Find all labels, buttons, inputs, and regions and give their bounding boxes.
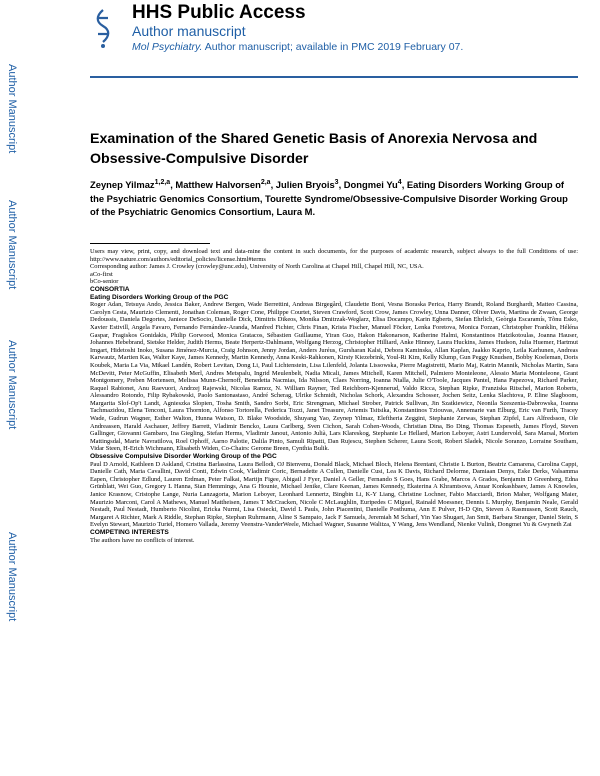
- ocd-working-group-heading: Obsessive Compulsive Disorder Working Group of the PGC: [90, 453, 277, 461]
- sidebar-label: Author Manuscript: [6, 200, 18, 290]
- author-name: Zeynep Yilmaz: [90, 179, 155, 191]
- article-title: Examination of the Shared Genetic Basis of Anorexia Nervosa and Obsessive-Compulsive Disorder: [90, 131, 538, 167]
- author-affiliation: 4: [397, 179, 402, 186]
- footnote-divider: [90, 243, 210, 244]
- author-list: [90, 176, 574, 219]
- publication-info: [132, 41, 463, 53]
- footnotes: [90, 248, 578, 544]
- sidebar-label: Author Manuscript: [6, 64, 18, 154]
- co-first-note: aCo-first: [90, 270, 113, 278]
- header-rule: [90, 76, 578, 78]
- author-name: , Julien Bryois: [270, 179, 335, 191]
- availability-text: Author manuscript; available in PMC 2019 February 07.: [202, 41, 464, 53]
- ocd-working-group-members: Paul D Arnold, Kathleen D Askland, Cristina Barlassina, Laura Bellodi, OJ Bienvenu, Donald Black, Michael Bloch, Helena Brentani, Christie L Burton, Beatriz Camarena, Carolina Cappi, Danielle Cath, Maria Cavallini, David Conti, Edwin Cook, Vladimir Coric, Bernadette A Cullen, Danielle Cusi, Lea K Davis, Richard Delorme, Damiaan Denys, Eske Derks, Valsamma Eapen, Christopher Edlund, Lauren Erdman, Peter Falkai, Martijn Figee, Abigail J Fyer, Daniel A Geller, Fernando S Goes, Hans Grabe, Marcos A Grados, Benjamin D Greenberg, Edna Grünblatt, Wei Guo, Gregory L Hanna, Sian Hemmings, Ana G Hounie, Michael Jenike, Clare Keenan, James Kennedy, Ekaterina A Khramtsova, Anuar Konkashbaev, James A Knowles, Janice Krasnow, Cristophe Lange, Nuria Lanzagorta, Marion Leboyer, Leonhard Lennertz, Bingbin Li, K-Y Liang, Christine Lochner, Fabio Macciardi, Brion Maher, Wolfgang Maier, Maurizio Marconi, Carol A Mathews, Manuel Mattheisen, James T McCracken, Nicole C McLaughlin, Euripedes C Miguel, Rainald Moessner, Dennis L Murphy, Benjamin Neale, Gerald Nestadt, Paul Nestadt, Humberto Nicolini, Ericka Nurmi, Lisa Osiecki, David L Pauls, John Piacentini, Danielle Posthuma, Ann E Pulver, H-D Qin, Steven A Rasmussen, Scott Rauch, Margaret A Richter, Mark A Riddle, Stephan Ripke, Stephan Ruhrmann, Aline S Sampaio, Jack F Samuels, Jeremiah M Scharf, Yin Yao Shugart, Jan Smit, Barbara Stranger, Daniel Stein, S Evelyn Stewart, Maurizio Turiel, Homero Vallada, Jeremy Veenstra-VanderWeele, Michael Wagner, Susanne Walitza, Y Wang, Jens Wendland, Nienke Vulink, Dongmei Yu & Gwyneth Zai: [90, 460, 578, 529]
- competing-interests-heading: COMPETING INTERESTS: [90, 528, 169, 536]
- author-groups: , Eating Disorders Working Group of the Psychiatric Genomics Consortium, Tourette Syndrome/Obsessive-Compulsive Disorder Working Group of the Psychiatric Genomics Consortium, Laura M.: [90, 179, 568, 218]
- journal-name: Mol Psychiatry.: [132, 41, 203, 53]
- corresponding-author: Corresponding author: James J. Crowley (crowley@unc.edu), University of North Carolina at Chapel Hill, Chapel Hill, NC, USA.: [90, 263, 424, 271]
- author-affiliation: 1,2,a: [154, 179, 171, 186]
- consortia-heading: CONSORTIA: [90, 285, 130, 293]
- hhs-logo-icon: [92, 8, 114, 50]
- ed-working-group-members: Roger Adan, Tetsuya Ando, Jessica Baker, Andrew Bergen, Wade Berrettini, Andreas Birgegård, Claudette Boni, Vesna Boraska Perica, Harry Brandt, Roland Burghardt, Matteo Cassina, Carolyn Cesta, Maurizio Clementi, Jonathan Coleman, Roger Cone, Philippe Courtet, Steven Crawford, Scott Crow, James Crowley, Unna Danner, Oliver Davis, Martina de Zwaan, George Dedoussis, Daniela Degortes, Janiece DeSocio, Danielle Dick, Dimitris Dikeos, Monika Dmitrzak-Weglarz, Elisa Docampo, Karin Egberts, Stefan Ehrlich, Geòrgia Escaramís, Tõnu Esko, Xavier Estivill, Angela Favaro, Fernando Fernández-Aranda, Manfred Fichter, Chris Finan, Krista Fischer, Manuel Föcker, Lenka Foretova, Monica Forzan, Christopher Franklin, Héléna Gaspar, Fragiskos Gonidakis, Philip Gorwood, Monica Gratacos, Sébastien Guillaume, Yiran Guo, Hakon Hakonarson, Katherine Halmi, Konstantinos Hatzikotoulas, Joanna Hauser, Johannes Hebebrand, Sietske Helder, Judith Herms, Beate Herpertz-Dahlmann, Wolfgang Herzog, Christopher Hilliard, Anke Hinney, Laura Huckins, James Hudson, Julia Huemer, Hartmut Imgart, Hidetoshi Inoko, Susana Jiménez-Murcia, Craig Johnson, Jenny Jordan, Anders Juréus, Gursharan Kalsi, Debora Kaminska, Allan Kaplan, Jaakko Kaprio, Leila Karhunen, Andreas Karwautz, Martien Kas, Walter Kaye, James Kennedy, Martin Kennedy, Anna Keski-Rahkonen, Kirsty Kiezebrink, Youl-Ri Kim, Kelly Klump, Gun Peggy Knudsen, Bobby Koeleman, Doris Koubek, Maria La Via, Mikael Landén, Robert Levitan, Dong Li, Paul Lichtenstein, Lisa Lilenfeld, Jolanta Lissowska, Pierre Magistretti, Mario Maj, Katrin Mannik, Nicholas Martin, Sara McDevitt, Peter McGuffin, Elisabeth Merl, Andres Metspalu, Ingrid Meulenbelt, Nadia Micali, James Mitchell, Karen Mitchell, Palmiero Monteleone, Alessio Maria Monteleone, Grant Montgomery, Preben Mortensen, Melissa Munn-Chernoff, Benedetta Nacmias, Ida Nilsson, Claes Norring, Ioanna Ntalla, Julie O'Toole, Jacques Pantel, Hana Papezova, Richard Parker, Raquel Rabionet, Anu Raevuori, Andrzej Rajewski, Nicolas Ramoz, N. William Rayner, Ted Reichborn-Kjennerud, Valdo Ricca, Stephan Ripke, Franziska Ritschel, Marion Roberts, Alessandro Rotondo, Filip Rybakowski, Paolo Santonastaso, André Scherag, Ulrike Schmidt, Nicholas Schork, Alexandra Schosser, Jochen Seitz, Lenka Slachtova, P. Eline Slagboom, Margarita Slof-Op't Landt, Agnieszka Slopien, Tosha Smith, Sandro Sorbi, Eric Strengman, Michael Strober, Patrick Sullivan, Jin Szatkiewicz, Neonila Szeszenia-Dabrowska, Ioanna Tachmazidou, Elena Tenconi, Laura Thornton, Alfonso Tortorella, Federica Tozzi, Janet Treasure, Artemis Tsitsika, Konstantinos Tziouvas, Annemarie van Elburg, Eric van Furth, Tracey Wade, Gudrun Wagner, Esther Walton, Hunna Watson, D. Blake Woodside, Shuyang Yao, Zeynep Yilmaz, Eleftheria Zeggini, Stephanie Zerwas, Stephan Zipfel, Lars Alfredsson, Ole Andreassen, Harald Aschauer, Jeffrey Barrett, Vladimir Bencko, Laura Carlberg, Sven Cichon, Sarah Cohen-Woods, Christian Dina, Bo Ding, Thomas Espeseth, James Floyd, Steven Gallinger, Giovanni Gambaro, Ina Giegling, Stefan Herms, Vladimir Janout, Antonio Julià, Lars Klareskog, Stephanie Le Hellard, Marion Leboyer, Astri Lundervold, Sara Marsal, Morten Mattingsdal, Marie Navratilova, Roel Ophoff, Aarno Palotie, Dalila Pinto, Samuli Ripatti, Dan Rujescu, Stephen Scherer, Laura Scott, Robert Sladek, Nicole Soranzo, Lorraine Southam, Vidar Steen, H-Erich Wichmann, Elisabeth Widen, Co-Chairs: Gerome Breen, Cynthia Bulik.: [90, 301, 578, 453]
- ed-working-group-heading: Eating Disorders Working Group of the PGC: [90, 293, 229, 301]
- author-affiliation: 3: [334, 179, 339, 186]
- header-subtitle: Author manuscript: [132, 23, 246, 39]
- co-senior-note: bCo-senior: [90, 278, 119, 286]
- sidebar-label: Author Manuscript: [6, 532, 18, 622]
- author-name: , Dongmei Yu: [338, 179, 398, 191]
- competing-interests-text: The authors have no conflicts of interest.: [90, 536, 195, 544]
- author-affiliation: 2,a: [260, 179, 271, 186]
- sidebar-label: Author Manuscript: [6, 340, 18, 430]
- header-title: HHS Public Access: [132, 2, 306, 23]
- author-name: , Matthew Halvorsen: [170, 179, 261, 191]
- terms-of-use: Users may view, print, copy, and download text and data-mine the content in such documents, for the purposes of academic research, subject always to the full Conditions of use: http://www.nature.com/authors/editorial_policies/license.html#terms: [90, 248, 578, 263]
